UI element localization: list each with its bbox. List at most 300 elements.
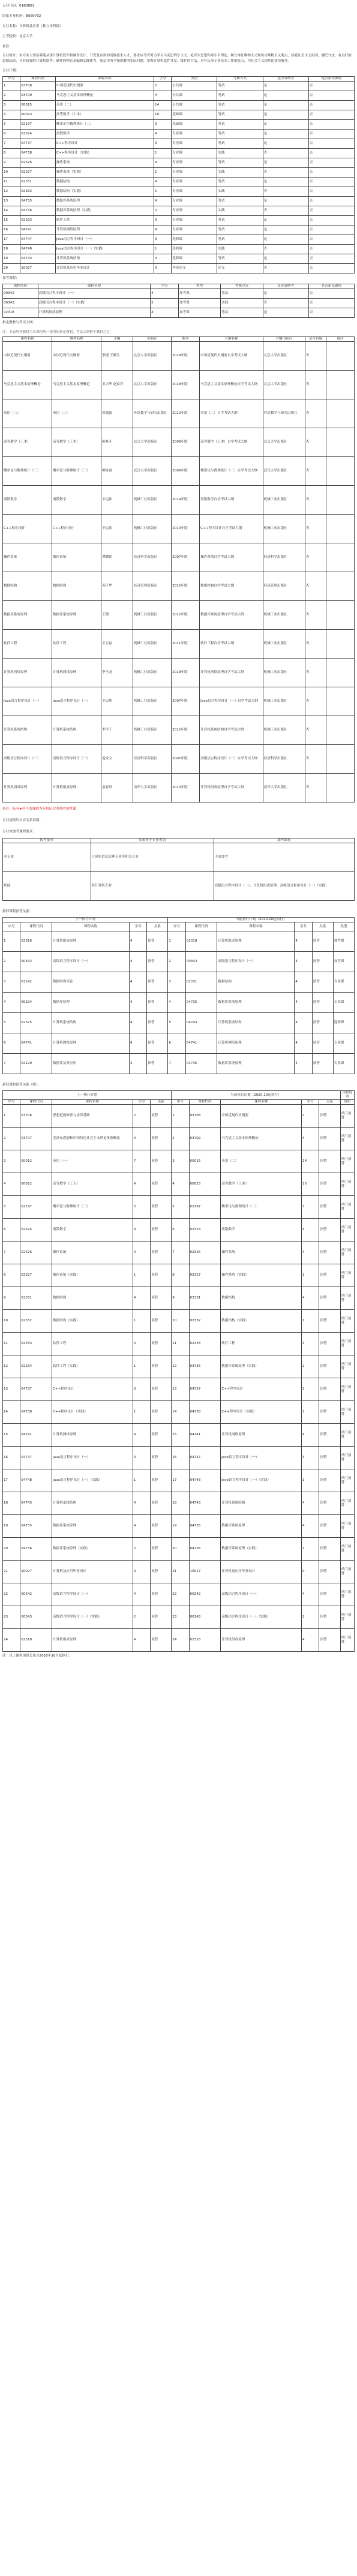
column-header: 类型 — [172, 77, 217, 82]
table-cell: 否 — [308, 82, 354, 91]
table-cell: 顶替 — [319, 1173, 340, 1196]
table-cell: 是 — [263, 235, 308, 245]
table-cell: 否 — [308, 245, 354, 254]
table-cell: 软件工程 — [55, 216, 154, 226]
table-cell: 否 — [308, 206, 354, 216]
table-cell: 笔试 — [217, 130, 263, 139]
table-row — [3, 82, 355, 91]
table-cell: 顶替 — [151, 1264, 172, 1287]
table-cell: 顶替 — [319, 1606, 340, 1629]
table-cell: 4 — [302, 1219, 319, 1242]
replace2-group-row — [3, 1091, 355, 1100]
table-cell: 04741 — [20, 1424, 52, 1447]
table-cell: 顶替 — [151, 1378, 172, 1401]
table-cell: C++程序设计 — [221, 1378, 302, 1401]
column-header: 说明 — [340, 1100, 355, 1105]
table-cell: 单门顶替 — [340, 1424, 355, 1447]
table-cell: 北京大学出版社 — [133, 371, 171, 399]
table-cell: 00342 — [3, 289, 38, 299]
table-cell: 14 — [3, 1401, 20, 1424]
table-cell: 否 — [305, 572, 326, 601]
table-row — [3, 1583, 355, 1606]
table-cell: 02334 — [20, 1355, 52, 1378]
table-cell: 辛运帏 — [101, 486, 133, 515]
table-cell: 顶替 — [319, 1424, 340, 1447]
major-code: 01B0801 — [19, 4, 35, 8]
table-cell: 高级语言程序设计（一）（实践） — [38, 299, 151, 308]
table-cell: 2012年版 — [172, 601, 200, 630]
table-cell: 武汉大学出版社 — [133, 457, 171, 486]
table-cell: 11 — [3, 178, 20, 187]
table-cell: 20 — [3, 1538, 20, 1561]
notes-label: 备注： — [2, 45, 13, 49]
table-cell: 否 — [305, 486, 326, 515]
table-cell: 否 — [308, 158, 354, 168]
table-cell: 2 — [302, 1538, 319, 1561]
school-row — [2, 32, 355, 42]
table-row — [3, 428, 355, 457]
table-cell: 2 — [3, 91, 20, 101]
table-cell — [326, 659, 355, 687]
table-cell: 毕业论文 — [172, 264, 217, 273]
table-cell: 数据结构 — [52, 1287, 133, 1310]
table-cell: 1 — [302, 1310, 319, 1333]
table-cell: 李捷 王顺生 — [101, 342, 133, 371]
table-cell: 1 — [133, 1310, 150, 1333]
table-cell: 计算机信息管理专业等相关专业 — [91, 843, 214, 872]
table-cell: 4 — [295, 993, 312, 1013]
column-header: 课程名称 — [3, 337, 52, 342]
school-name: 北京大学 — [19, 35, 33, 38]
textbook-remark: 注：本表所列教材为各课程统一使用的指定教材，考试大纲附于教材之后。 — [2, 330, 113, 335]
table-cell: 实践 — [217, 168, 263, 178]
column-header: 课程代码 — [20, 922, 52, 931]
table-row — [3, 1196, 355, 1219]
table-cell: 单门顶替 — [340, 1333, 355, 1355]
plan-table — [2, 76, 355, 273]
table-cell: 4 — [302, 1629, 319, 1652]
table-cell: 离散数学自学考试大纲 — [200, 486, 263, 515]
table-cell: 机械工业出版社 — [133, 687, 171, 716]
table-cell: 4 — [133, 1173, 150, 1196]
table-cell — [326, 687, 355, 716]
table-cell: 3 — [168, 972, 185, 993]
table-cell — [326, 371, 355, 399]
table-cell: 3 — [133, 1447, 150, 1469]
table-cell: 计算机组成原理 — [3, 774, 52, 802]
table-cell: 3 — [302, 1447, 319, 1469]
table-cell: 2018年版 — [172, 659, 200, 687]
table-row — [3, 1606, 355, 1629]
table-cell: 单门顶替 — [340, 1492, 355, 1515]
table-cell: 00343 — [3, 299, 38, 308]
table-cell: 数据结构（实践） — [221, 1310, 302, 1333]
table-cell: 3 — [172, 1150, 189, 1173]
table-cell: 顶替 — [151, 1355, 172, 1378]
table-row — [3, 659, 355, 687]
table-cell: 1 — [302, 1469, 319, 1492]
textbook-table — [2, 336, 355, 802]
table-cell: 机械工业出版社 — [263, 486, 305, 515]
table-cell: C++程序设计（实践） — [55, 149, 154, 158]
table-cell: 04747 — [20, 1447, 52, 1469]
table-cell: 不需加考 — [214, 843, 354, 872]
table-cell: 顶替 — [147, 952, 168, 972]
table-cell: 4 — [133, 1583, 150, 1606]
table-cell: 专业课 — [172, 216, 217, 226]
table-cell: 4 — [133, 1287, 150, 1310]
table-cell: 4 — [302, 1287, 319, 1310]
table-cell: 中国近现代史纲要自学考试大纲 — [200, 342, 263, 371]
column-header: 学分 — [295, 922, 312, 931]
table-cell: 否 — [263, 168, 308, 178]
table-cell: 机械工业出版社 — [263, 716, 305, 745]
table-cell: 计算机及应用毕业设计 — [52, 1561, 133, 1583]
table-cell: 单门顶替 — [340, 1561, 355, 1583]
table-cell: 中国近现代史纲要 — [221, 1105, 302, 1128]
table-row — [3, 254, 355, 264]
table-cell: 04748 — [20, 245, 56, 254]
column-header: 关系 — [147, 922, 168, 931]
table-cell: 软件工程 — [52, 1333, 133, 1355]
table-cell: 否 — [305, 716, 326, 745]
column-header: 是否自编 — [305, 337, 326, 342]
column-header: 课程名称 — [55, 77, 154, 82]
table-cell: 04736 — [189, 1538, 221, 1561]
table-cell: 离散数学 — [52, 1219, 133, 1242]
table-cell: 专业课 — [333, 993, 354, 1013]
column-header: 课程名称 — [52, 1100, 133, 1105]
table-cell: 是 — [263, 254, 308, 264]
table-cell: 顶替 — [147, 993, 168, 1013]
table-cell: 单门顶替 — [340, 1515, 355, 1538]
table-cell: 操作系统（实践） — [55, 168, 154, 178]
column-header: 关系 — [319, 1100, 340, 1105]
table-cell: 否 — [263, 264, 308, 273]
table-cell: 笔试 — [217, 139, 263, 149]
table-cell: 经济科学出版社 — [263, 543, 305, 572]
table-cell: 离散数学 — [3, 486, 52, 515]
table-cell: 2 — [154, 82, 171, 91]
table-cell: 计算机及应用毕业设计 — [55, 264, 154, 273]
table-cell: 笔试 — [217, 158, 263, 168]
table-cell: 5 — [168, 1013, 185, 1033]
table-cell: 03709 — [189, 1128, 221, 1150]
table-cell: 是 — [263, 101, 308, 110]
table-cell: 4 — [302, 1242, 319, 1264]
table-cell — [326, 630, 355, 659]
table-cell: 专业课 — [333, 1033, 354, 1054]
table-cell: 17 — [172, 1469, 189, 1492]
table-row — [3, 206, 355, 216]
table-cell: 否 — [308, 308, 354, 318]
table-cell: 计算机组成原理 — [52, 774, 101, 802]
replace2-title: 新旧课程顶替关系（续）： — [2, 1083, 41, 1087]
column-header: 备注 — [326, 337, 355, 342]
table-cell: 3 — [3, 101, 20, 110]
table-cell: 单门顶替 — [340, 1173, 355, 1196]
table-cell: 2010年版 — [172, 774, 200, 802]
table-row — [3, 931, 355, 952]
table-cell: 23 — [3, 1606, 20, 1629]
table-cell: 1 — [3, 931, 20, 952]
table-row — [3, 139, 355, 149]
replace2-current-plan-header: 当前执行计划（2020.10起执行） — [172, 1091, 340, 1100]
table-cell: 顶替 — [151, 1287, 172, 1310]
table-cell: 02331 — [189, 1287, 221, 1310]
table-cell: 7 — [3, 139, 20, 149]
table-cell: 基础课 — [172, 110, 217, 120]
table-cell: 高等数学（工本）自学考试大纲 — [200, 428, 263, 457]
textbook-header-row — [3, 337, 355, 342]
table-cell: 否 — [263, 149, 308, 158]
table-cell: 2007年版 — [172, 687, 200, 716]
table-row — [3, 1538, 355, 1561]
table-cell: 顶替 — [319, 1447, 340, 1469]
table-cell: 选修课 — [172, 235, 217, 245]
column-header: 是否新设课程 — [308, 77, 354, 82]
table-cell: 软件工程 — [221, 1333, 302, 1355]
table-cell: 6 — [3, 130, 20, 139]
table-cell: 数据结构 — [217, 972, 295, 993]
table-row — [3, 168, 355, 178]
table-cell: 04737 — [20, 139, 56, 149]
table-cell: 数据库原理 — [52, 993, 130, 1013]
table-cell: 是 — [263, 110, 308, 120]
table-cell: 李全龙 — [101, 659, 133, 687]
table-row — [3, 572, 355, 601]
replace2-prev-plan-header: 上一执行计划 — [3, 1091, 172, 1100]
table-row — [3, 515, 355, 543]
table-row — [3, 687, 355, 716]
column-header: 课程名称 — [217, 922, 295, 931]
table-cell: 否 — [308, 101, 354, 110]
table-cell: 实践 — [217, 206, 263, 216]
table-cell: 16 — [172, 1447, 189, 1469]
table-cell: 4 — [133, 1128, 150, 1150]
table-cell: 否 — [305, 457, 326, 486]
table-cell: 其他 — [3, 872, 91, 901]
table-cell: 顶替 — [151, 1606, 172, 1629]
table-cell: 计算机网络原理 — [52, 1033, 130, 1054]
table-cell: 数据结构导论 — [52, 972, 130, 993]
table-cell: C++程序设计 — [52, 515, 101, 543]
table-cell: 计算机组成原理 — [38, 308, 151, 318]
table-cell: 高级语言程序设计（一） — [3, 745, 52, 774]
column-header: 序号 — [3, 922, 20, 931]
table-cell: 清华大学出版社 — [263, 774, 305, 802]
table-cell: 14 — [302, 1150, 319, 1173]
table-cell: 6 — [172, 1219, 189, 1242]
table-cell: 计算机系统结构 — [217, 1013, 295, 1033]
table-row — [3, 543, 355, 572]
table-cell: 5 — [3, 1013, 20, 1033]
table-cell: 00342 — [20, 1583, 52, 1606]
column-header: 课程代码 — [189, 1100, 221, 1105]
table-cell: 4 — [133, 1492, 150, 1515]
table-cell: 2 — [302, 1606, 319, 1629]
table-cell: 顶替 — [319, 1378, 340, 1401]
table-cell: 15 — [172, 1424, 189, 1447]
table-cell: 4 — [3, 110, 20, 120]
table-cell: 02326 — [20, 1242, 52, 1264]
table-cell: 02333 — [20, 1333, 52, 1355]
table-cell: 否 — [308, 197, 354, 206]
table-cell: 迟成文 — [101, 745, 133, 774]
table-cell: 4 — [154, 130, 171, 139]
table-cell: 3 — [133, 1378, 150, 1401]
table-cell: 14 — [3, 206, 20, 216]
table-cell: 顶替 — [312, 1013, 333, 1033]
table-row — [3, 972, 355, 993]
table-cell: 3 — [302, 1333, 319, 1355]
table-cell: 专业课 — [333, 1054, 354, 1074]
table-cell: 4 — [3, 1173, 20, 1196]
table-cell: 3 — [133, 1333, 150, 1355]
table-cell: 顶替 — [319, 1561, 340, 1583]
table-cell: 否 — [305, 342, 326, 371]
table-cell: 04735 — [20, 197, 56, 206]
table-cell: 4 — [133, 1242, 150, 1264]
column-header: 课程代码 — [185, 922, 217, 931]
column-header: 学分 — [154, 77, 171, 82]
table-cell: 顶替 — [319, 1515, 340, 1538]
table-cell: 顶替 — [319, 1287, 340, 1310]
table-cell: 顶替 — [312, 1054, 333, 1074]
table-cell: 否 — [263, 206, 308, 216]
table-cell: 笔试 — [217, 120, 263, 130]
table-cell: 是 — [263, 289, 308, 299]
table-cell: 顶替 — [319, 1538, 340, 1561]
table-cell: 00023 — [189, 1173, 221, 1196]
table-cell: 17 — [3, 1469, 20, 1492]
table-cell: 否 — [308, 216, 354, 226]
table-cell: 专业课 — [172, 168, 217, 178]
table-cell: 加考课 — [333, 931, 354, 952]
table-cell: 18 — [172, 1492, 189, 1515]
table-cell: 20 — [172, 1538, 189, 1561]
table-cell: 3 — [154, 235, 171, 245]
table-cell: 笔试 — [217, 197, 263, 206]
table-cell: 数据结构（实践） — [52, 1310, 133, 1333]
table-cell: 操作系统 — [55, 158, 154, 168]
table-cell: 数据库系统原理 — [55, 197, 154, 206]
table-cell: 4 — [295, 972, 312, 993]
table-cell: 00343 — [20, 1606, 52, 1629]
table-cell: 否 — [308, 226, 354, 235]
table-cell: 02332 — [20, 187, 56, 197]
table-cell: 04748 — [20, 1469, 52, 1492]
table-cell: 计算机组成原理 — [217, 931, 295, 952]
column-header: 关系 — [151, 1100, 172, 1105]
table-cell: 4 — [133, 1424, 150, 1447]
table-cell: 笔试 — [221, 308, 263, 318]
table-cell: 概率论与数理统计（二） — [55, 120, 154, 130]
table-cell: 7 — [3, 1054, 20, 1074]
table-cell: 否 — [308, 120, 354, 130]
table-cell: 数据库系统原理 — [52, 1515, 133, 1538]
table-row — [3, 101, 355, 110]
table-cell: 否 — [308, 168, 354, 178]
table-cell: 武汉大学出版社 — [263, 457, 305, 486]
table-row — [3, 1629, 355, 1652]
table-cell: Java语言程序设计（一） — [55, 235, 154, 245]
table-row — [3, 952, 355, 972]
table-cell: 13 — [3, 1378, 20, 1401]
table-cell: 经济科学出版社 — [263, 745, 305, 774]
table-cell: 否 — [305, 630, 326, 659]
table-cell: 1 — [133, 1264, 150, 1287]
table-cell: 概率论与数理统计（二）自学考试大纲 — [200, 457, 263, 486]
table-cell: 实践 — [217, 149, 263, 158]
table-cell: 02318 — [3, 308, 38, 318]
table-row — [3, 1150, 355, 1173]
table-cell: 2 — [133, 1606, 150, 1629]
table-cell: 软件工程 — [52, 630, 101, 659]
table-cell: 04736 — [20, 1538, 52, 1561]
table-cell: Java语言程序设计（一）（实践） — [52, 1469, 133, 1492]
table-cell: 02197 — [20, 1196, 52, 1219]
table-cell: 7 — [168, 1054, 185, 1074]
table-cell — [326, 572, 355, 601]
table-cell: 4 — [154, 226, 171, 235]
table-cell: 03707 — [20, 1128, 52, 1150]
table-cell: 高级语言程序设计（一）（实践） — [52, 1606, 133, 1629]
table-cell: 北京大学出版社 — [133, 342, 171, 371]
table-cell: 机械工业出版社 — [133, 659, 171, 687]
national-code-row — [2, 11, 355, 22]
table-row — [3, 486, 355, 515]
table-cell: 4 — [295, 1013, 312, 1033]
table-cell: 00015 — [189, 1150, 221, 1173]
replace1-group-row — [3, 918, 355, 922]
column-header: 类型 — [178, 284, 220, 289]
table-cell: 否 — [305, 601, 326, 630]
table-cell: 高级语言程序设计（一） — [217, 952, 295, 972]
table-cell: 高级语言程序设计（一） — [221, 1583, 302, 1606]
table-cell: 是 — [263, 197, 308, 206]
table-cell: Java语言程序设计（一）自学考试大纲 — [200, 687, 263, 716]
table-cell: 顶替 — [319, 1492, 340, 1515]
table-cell — [326, 716, 355, 745]
table-cell — [326, 774, 355, 802]
table-cell: 高等数学（工本） — [3, 428, 52, 457]
table-cell: 机械工业出版社 — [263, 630, 305, 659]
table-cell: 2012年版 — [172, 399, 200, 428]
table-cell: 数据结构 — [221, 1287, 302, 1310]
table-cell: 专业课 — [172, 158, 217, 168]
table-cell: 02324 — [20, 130, 56, 139]
table-cell: 04741 — [189, 1424, 221, 1447]
table-cell: 2012年版 — [172, 572, 200, 601]
table-cell: 否 — [308, 139, 354, 149]
table-cell: 顶替 — [319, 1401, 340, 1424]
table-cell: 笔试 — [217, 226, 263, 235]
table-cell: 专业课 — [172, 187, 217, 197]
table-cell: 顶替 — [151, 1173, 172, 1196]
table-cell: 加考课 — [178, 289, 220, 299]
table-row — [3, 1447, 355, 1469]
table-cell: 是 — [263, 308, 308, 318]
table-cell: 毛泽东思想和中国特色社会主义理论体系概论 — [52, 1128, 133, 1150]
table-row — [3, 1033, 355, 1054]
table-cell: 是 — [263, 139, 308, 149]
table-cell: 17 — [3, 235, 20, 245]
table-cell: 2 — [133, 1105, 150, 1128]
column-header: 原来所学专业类别 — [91, 838, 214, 843]
table-cell — [326, 399, 355, 428]
table-cell: 非计算机专业 — [91, 872, 214, 901]
